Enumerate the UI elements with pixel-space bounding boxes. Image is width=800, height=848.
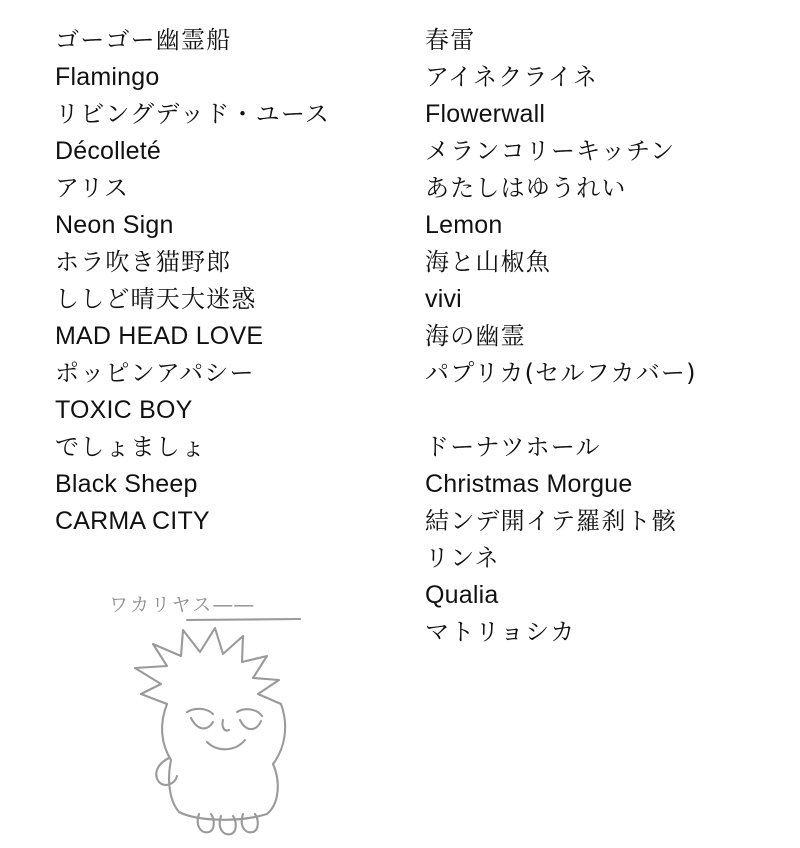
list-item: 海と山椒魚 — [425, 248, 551, 276]
list-item: TOXIC BOY — [55, 396, 193, 424]
list-item: 結ンデ開イテ羅刹ト骸 — [425, 507, 677, 535]
list-item: でしょましょ — [55, 433, 207, 461]
list-item: アリス — [55, 174, 130, 202]
list-item: アイネクライネ — [425, 63, 599, 91]
list-spacer — [425, 392, 785, 429]
song-list-right — [425, 22, 785, 651]
list-item: 海の幽霊 — [425, 322, 526, 350]
list-item: Décolleté — [55, 137, 162, 165]
list-item: ゴーゴー幽霊船 — [55, 26, 232, 54]
list-item: Qualia — [425, 581, 499, 609]
list-item: Flowerwall — [425, 100, 546, 128]
list-item: Lemon — [425, 211, 503, 239]
list-item: パプリカ(セルフカバー) — [425, 359, 697, 387]
sketch-caption: ワカリヤス―― — [109, 594, 256, 616]
list-item: ポッピンアパシー — [55, 359, 255, 387]
list-item: リビングデッド・ユース — [55, 100, 331, 128]
list-item: ドーナツホール — [425, 433, 601, 461]
list-item: ししど晴天大迷惑 — [55, 285, 257, 313]
list-item: CARMA CITY — [55, 507, 210, 535]
list-item: ホラ吹き猫野郎 — [55, 248, 232, 276]
character-doodle-icon — [95, 608, 355, 838]
list-item: Flamingo — [55, 63, 160, 91]
list-item: Christmas Morgue — [425, 470, 633, 498]
list-item: あたしはゆうれい — [425, 174, 627, 202]
list-item: vivi — [425, 285, 462, 313]
list-item: メランコリーキッチン — [425, 137, 676, 165]
list-item: 春雷 — [425, 26, 476, 54]
list-item: マトリョシカ — [425, 618, 576, 646]
list-item: MAD HEAD LOVE — [55, 322, 264, 350]
list-item: Black Sheep — [55, 470, 198, 498]
list-item: Neon Sign — [55, 211, 174, 239]
list-item: リンネ — [425, 544, 500, 572]
sketch-doodle — [95, 590, 355, 840]
song-list-left — [55, 22, 405, 540]
